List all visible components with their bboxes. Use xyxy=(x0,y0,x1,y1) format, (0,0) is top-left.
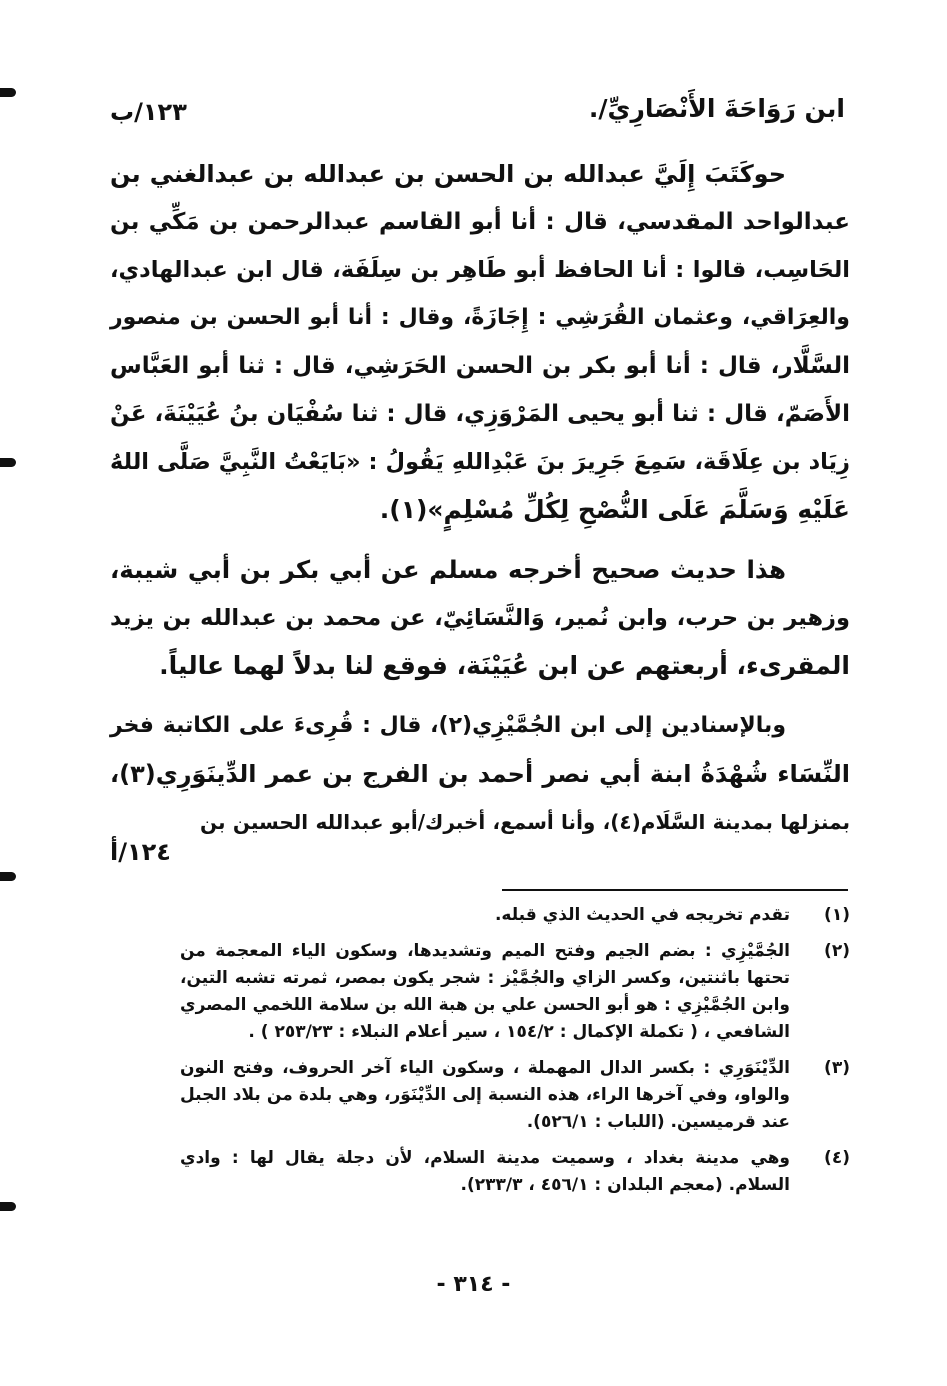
scan-edge-mark xyxy=(0,1202,16,1211)
text-line: وزهير بن حرب، وابن نُمير، وَالنَّسَائِيّ، عن محمد بن عبدالله بن يزيد xyxy=(110,605,850,631)
footnotes xyxy=(180,902,850,1208)
footnote-text: وهي مدينة بغداد ، وسميت مدينة السلام، لأن دجلة يقال لها : وادي السلام. (معجم البلدان : ٤٥٦/١ ، ٢٣٣/٣). xyxy=(180,1148,790,1195)
main-text xyxy=(110,150,850,846)
scan-edge-mark xyxy=(0,458,16,467)
text-line: زِيَاد بن عِلَاقَة، سَمِعَ جَرِيرَ بنَ عَبْدِاللهِ يَقُولُ : «بَايَعْتُ النَّبِيَّ صَلَّى اللهُ xyxy=(110,449,850,475)
footnote-number: (١) xyxy=(824,905,850,925)
hadith-paragraph xyxy=(110,150,850,534)
isnad-paragraph xyxy=(110,702,850,846)
footnote-text: الجُمَّيْزِي : بضم الجيم وفتح الميم وتشديدها، وسكون الياء المعجمة من تحتها باثنتين، وكسر الزاي والجُمَّيْز : شجر يكون بمصر، ثمرته تشبه التين، وابن الجُمَّيْزِي : هو أبو الحسن علي بن هبة الله بن سلامة اللخمي المصري الشافعي ، ( تكملة الإكمال : ١٥٤/٢ ، سير أعلام النبلاء : ٢٥٣/٢٣ ) . xyxy=(180,941,790,1042)
footnote-item xyxy=(180,902,850,929)
footnote-text: تقدم تخريجه في الحديث الذي قبله. xyxy=(494,905,790,925)
footnote-divider xyxy=(502,889,848,891)
scan-edge-mark xyxy=(0,872,16,881)
text-line: الحَاسِب، قالوا : أنا الحافظ أبو طَاهِر بن سِلَفَة، قال ابن عبدالهادي، xyxy=(110,257,850,283)
footnote-item xyxy=(180,938,850,1046)
footnote-number: (٢) xyxy=(824,941,850,961)
text-line: والعِرَاقي، وعثمان القُرَشِي : إِجَازَةً، وقال : أنا أبو الحسن بن منصور xyxy=(110,305,850,330)
text-line: النِّسَاء شُهْدَةُ ابنة أبي نصر أحمد بن الفرج بن عمر الدِّينَوَرِي(٣)، xyxy=(110,760,850,788)
page-number: - ٣١٤ - xyxy=(436,1272,511,1297)
text-line: وبالإسنادين إلى ابن الجُمَّيْزِي(٢)، قال : قُرِىءَ على الكاتبة فخر xyxy=(110,713,786,738)
text-line: السَّلَّار، قال : أنا أبو بكر بن الحسن الحَرَشِي، قال : ثنا أبو العَبَّاس xyxy=(110,353,850,379)
footnote-text: الدِّيْنَوَرِي : بكسر الدال المهملة ، وسكون الياء آخر الحروف، وفتح النون والواو، وفي آخرها الراء، هذه النسبة إلى الدِّيْنَوَر، وهي بلدة من بلاد الجبل عند قرميسين. (اللباب : ٥٢٦/١). xyxy=(180,1058,790,1132)
text-line: عَلَيْهِ وَسَلَّمَ عَلَى النُّصْحِ لِكُلِّ مُسْلِمٍ»(١). xyxy=(379,495,850,524)
folio-reference-top: ١٢٣/ب xyxy=(110,98,187,126)
footnote-number: (٣) xyxy=(824,1058,850,1078)
text-line: عبدالواحد المقدسي، قال : أنا أبو القاسم عبدالرحمن بن مَكِّي بن xyxy=(110,209,850,235)
footnote-number: (٤) xyxy=(824,1148,850,1168)
footnote-item xyxy=(180,1055,850,1136)
footnote-item xyxy=(180,1145,850,1199)
scan-edge-mark xyxy=(0,88,16,97)
text-line: بمنزلها بمدينة السَّلَام(٤)، وأنا أسمع، أخبرك/أبو عبدالله الحسين بن xyxy=(200,810,851,834)
text-line: حوكَتَبَ إِلَيَّ عبدالله بن الحسن بن عبدالله بن عبدالغني بن xyxy=(110,160,786,188)
text-line: هذا حديث صحيح أخرجه مسلم عن أبي بكر بن أبي شيبة، xyxy=(110,555,786,584)
running-title: ابن رَوَاحَةَ الأَنْصَارِيِّ/. xyxy=(588,94,845,123)
folio-reference-margin: ١٢٤/أ xyxy=(110,838,171,866)
commentary-paragraph xyxy=(110,546,850,690)
text-line: الأَصَمّ، قال : ثنا أبو يحيى المَرْوَزِي، قال : ثنا سُفْيَان بنُ عُيَيْنَةَ، عَنْ xyxy=(110,401,850,427)
text-line: المقرىء، أربعتهم عن ابن عُيَيْنَة، فوقع لنا بدلاً لهما عالياً. xyxy=(159,651,850,680)
